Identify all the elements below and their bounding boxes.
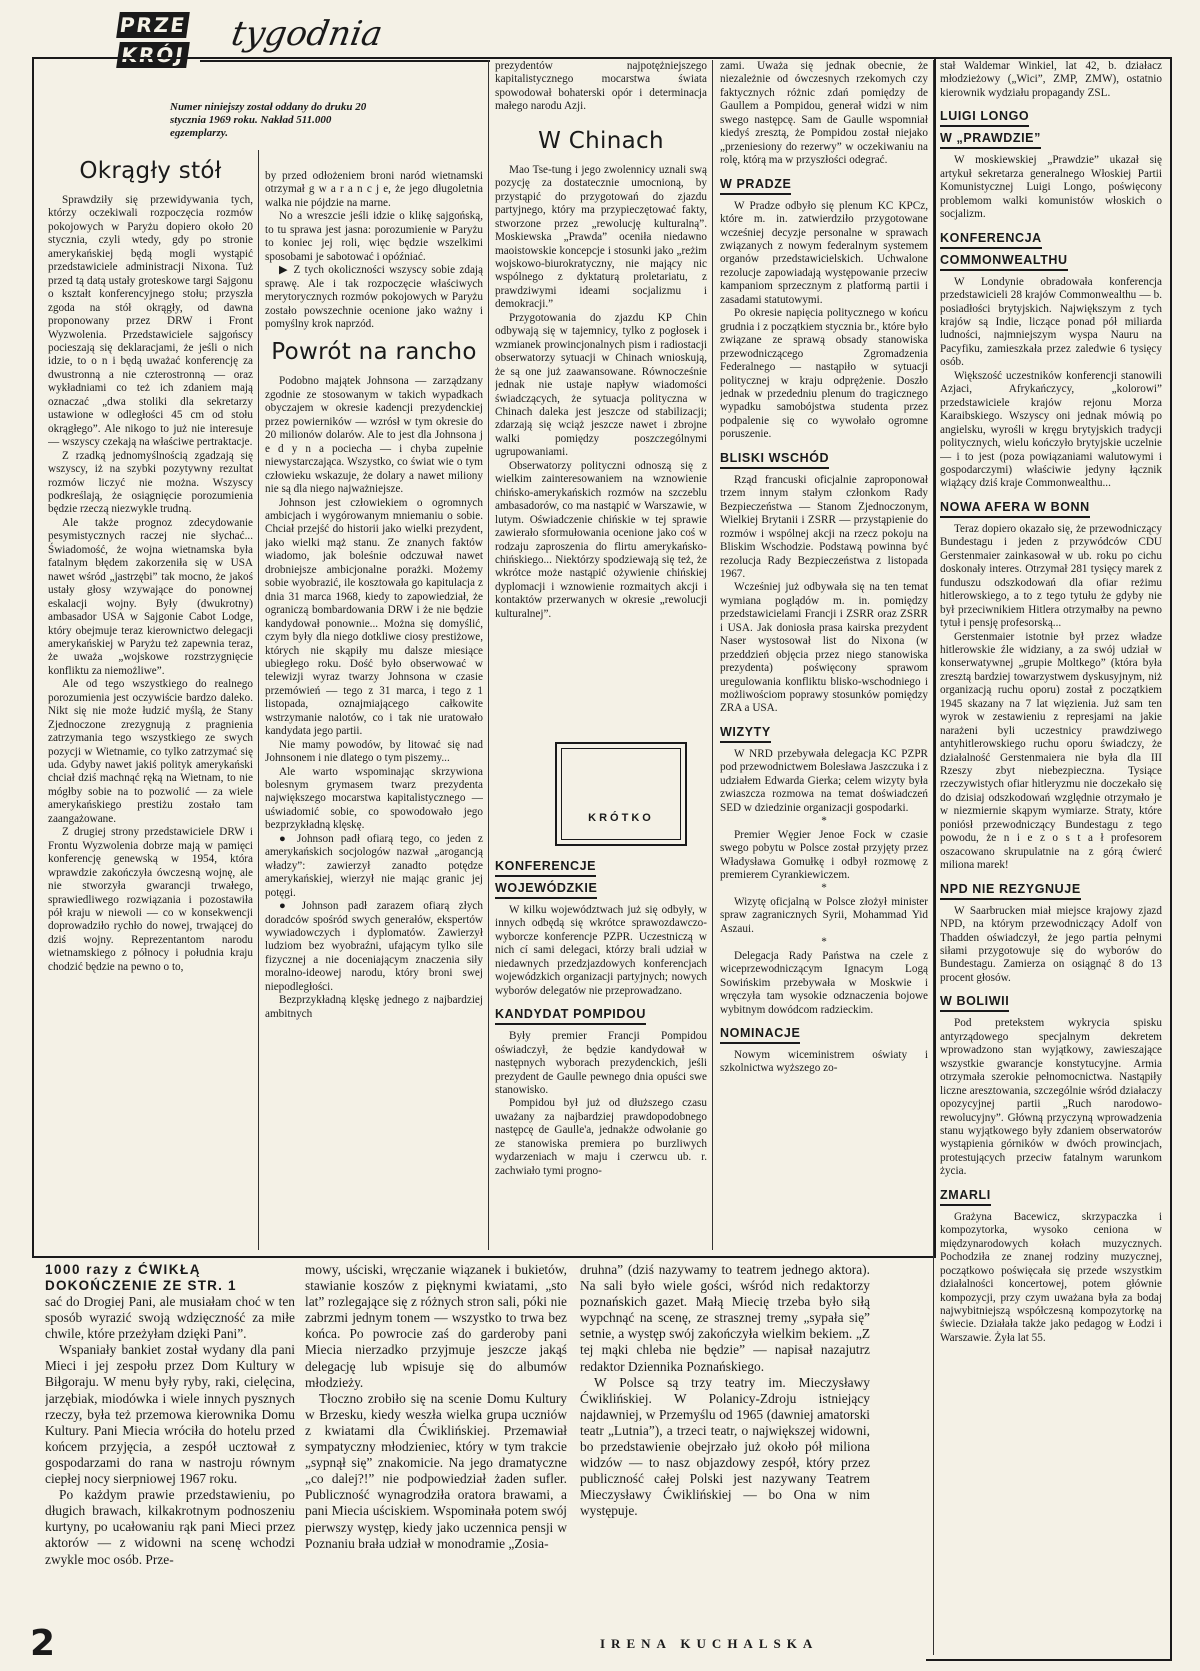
paragraph: Wcześniej już odbywała się na ten temat wymiana poglądów m. in. pomiędzy przedstawicielami Francji i ZSRR oraz ZSRR i USA. Jak doniosła prasa kairska prezydent Naser wystosował list do Nixona (w przeddzień objęcia przez niego stanowiska prezydenta) poświęcony sprawom uregulowania konfliktu blisko-wschodniego i możliwościom poprawy stosunków pomiędzy ZRA a USA. xyxy=(720,581,928,715)
paragraph: Sprawdziły się przewidywania tych, którzy oczekiwali rozpoczęcia rozmów pokojowych w Paryżu dopiero około 20 stycznia, czyli wtedy, gdy po stronie amerykańskiej będą mogli wystąpić przedstawiciele administracji Nixona. Tuż przed tą datą ustały groteskowe targi Sajgonu o kształt konferencyjnego stołu; przyszła zgoda na stół okrągły, od dawna proponowany przez DRW i Front Wyzwolenia. Przedstawiciele sajgońscy pocieszają się deklaracjami, że jeśli o nich idzie, to o n i będą uważać konferencję za dwustronną a nie czterostronną — oraz wykładniami co też ich zdaniem mają oznaczać „dwa stoliki dla sekretarzy ustawione w odległości 45 cm od stołu okrągłego”. Ale nikogo to już nie interesuje — wszyscy czekają na właściwe pertraktacje. xyxy=(48,194,253,449)
article-title-okragly-stol: Okrągły stół xyxy=(79,158,222,184)
section-heading-bliski-wschod: BLISKI WSCHÓD xyxy=(720,450,928,469)
section-heading-konferencja: KONFERENCJA xyxy=(940,230,1162,249)
paragraph: No a wreszcie jeśli idzie o klikę sajgońską, to tu sprawa jest jasna: porozumienie w Paryżu to koniec jej roli, więc będzie wszelkimi sposobami je sabotować i opóźniać. xyxy=(265,210,483,263)
paragraph: W NRD przebywała delegacja KC PZPR pod przewodnictwem Bolesława Jaszczuka i z udziałem Edwarda Gierka; celem wizyty była zwiaszcza rozmowa na temat doświadczeń SED w dziedzinie organizacji gospodarki. xyxy=(720,747,928,814)
section-heading-commonwealthu: COMMONWEALTHU xyxy=(940,252,1162,271)
paragraph: Pompidou był już od dłuższego czasu uważany za najbardziej prawdopodobnego następcę de Gaulle'a, jednakże odwołanie go ze stanowiska premiera po burzliwych wydarzeniach w maju i czerwcu ub. r. zachwiało tymi progno- xyxy=(495,1097,707,1177)
paragraph: Nie mamy powodów, by litować się nad Johnsonem i nie dlatego o tym piszemy... xyxy=(265,738,483,765)
column-2 xyxy=(265,170,483,1248)
paragraph: W moskiewskiej „Prawdzie” ukazał się artykuł sekretarza generalnego Włoskiej Partii Komunistycznej Luigi Longo, poświęcony problemom walki komunistów włoskich o socjalizm. xyxy=(940,154,1162,221)
section-heading-nominacje: NOMINACJE xyxy=(720,1025,928,1044)
author-signature: IRENA KUCHALSKA xyxy=(600,1636,819,1651)
paragraph: W kilku województwach już się odbyły, w innych odbędą się wkrótce sprawozdawczo-wyborcze konferencje PZPR. Uczestniczą w nich cí sami delegaci, którzy brali udział w niedawnych przedzjazdowych konferencjach wojewódzkich organizacji partyjnych; nowych wyborów delegatów nie przeprowadzano. xyxy=(495,904,707,997)
paragraph: Nowym wiceministrem oświaty i szkolnictwa wyższego zo- xyxy=(720,1049,928,1075)
paragraph: W Polsce są trzy teatry im. Mieczysławy Ćwiklińskiej. W Polanicy-Zdroju istniejący najdawniej, w Przemyślu od 1965 (dawniej amatorski teatr „Lutnia”), a trzeci teatr, o największej widowni, bo przedstawienie obejrzało już około pół miliona widzów — to nasz objazdowy zespół, który przez publiczność całej Polski jest nazywany Teatrem Mieczysławy Ćwiklińskiej — bo Ona w nim występuje. xyxy=(580,1374,870,1519)
paragraph: W Saarbrucken miał miejsce krajowy zjazd NPD, na którym przewodniczący Adolf von Thadden oświadczył, że jego partia pełnymi siłami przygotowuje się do wyborów do Bundestagu. Zamierza on osiągnąć 8 do 13 procent głosów. xyxy=(940,904,1162,984)
column-3-top xyxy=(495,60,707,702)
section-heading-kandydat-pompidou: KANDYDAT POMPIDOU xyxy=(495,1006,707,1025)
paragraph: Wspaniały bankiet został wydany dla pani Mieci i jej zespołu przez Dom Kultury w Biłgoraju. W menu były ryby, raki, cielęcina, jarzębiak, miodówka i wiele innych pysznych rzeczy, była też przemowa kierownika Domu Kultury. Pani Miecia wróciła do hotelu przed końcem przyjęcia, a zespół ucztował z gospodarzami do rana w nastroju równym ciepłej nocy sierpniowej 1967 roku. xyxy=(45,1342,295,1487)
paragraph: Johnson jest człowiekiem o ogromnych ambicjach i wygórowanym mniemaniu o sobie. Chciał przejść do historii jako wielki prezydent, jako wielki mąż stanu. Ze znanych faktów wiadomo, jak boleśnie odczuwał nawet drobniejsze ambicjonalne porażki. Możemy sobie wyobrazić, ile kosztowała go kapitulacja z dnia 31 marca 1968, kiedy to zapowiedział, że ograniczą bombardowania DRW i że nie będzie kandydował ponownie... Można się domyślić, czym były dla niego dotkliwe ciosy prestiżowe, których nie skąpiły mu dalsze miesiące ubiegłego roku. Dość było obserwować w telewizji wyraz twarzy Johnsona w czasie przemówień — tego z 31 marca, i tego z 1 listopada, oznajmiającego całkowite wstrzymanie nalotów, co i tak nie uratowało kandydata jego partii. xyxy=(265,496,483,738)
paragraph: Mao Tse-tung i jego zwolennicy uznali swą pozycję za dostatecznie umocnioną, by przystąpić do przygotowań do zjazdu partyjnego, który ma przypieczętować fakty, stworzone przez „rewolucję kulturalną”. Moskiewska „Prawda” oceniła niedawno maoistowskie koncepcje i stosunki jako „reżim wojskowo-biurokratyczny, nie mający nic wspólnego z dyktaturą proletariatu, z prawdziwymi ideami socjalizmu i demokracji.” xyxy=(495,163,707,311)
separator-star: * xyxy=(821,936,827,949)
section-heading-luigi-longo: LUIGI LONGO xyxy=(940,108,1162,127)
paragraph: Premier Węgier Jenoe Fock w czasie swego pobytu w Polsce został przyjęty przez Władysława Gomułkę i odbył rozmowę z premierem Cyrankiewiczem. xyxy=(720,828,928,882)
page-number: 2 xyxy=(30,1623,56,1664)
section-heading-wojewodzkie: WOJEWÓDZKIE xyxy=(495,880,707,899)
paragraph: Tłoczno zrobiło się na scenie Domu Kultury w Brzesku, kiedy weszła wielka grupa uczniów z kwiatami dla Ćwiklińskiej. Przemawiał sympatyczny młodzieniec, który w tym trakcie „sypnął się” znakomicie. Na jego dramatyczne „co dalej?!” nie podpowiedział żaden sufler. Publiczność wynagrodziła oratora brawami, a pani Miecia uściskiem. Wspominała potem swój pierwszy występ, kiedy jako uczennica pensji w Poznaniu brała udział w monodramie „Zosia- xyxy=(305,1390,567,1551)
paragraph: prezydentów najpotężniejszego kapitalistycznego mocarstwa świata spowodował bohaterski opór i determinacja małego narodu Azji. xyxy=(495,60,707,113)
paragraph: Były premier Francji Pompidou oświadczył, że będzie kandydował w następnych wyborach prezydenckich, jeśli prezydent de Gaulle pewnego dnia opuści swe stanowisko. xyxy=(495,1030,707,1096)
paragraph: Z drugiej strony przedstawiciele DRW i Frontu Wyzwolenia dobrze mają w pamięci konferencję genewską w 1954, która wprawdzie zakończyła ówczesną wojnę, ale nie stworzyła gwarancji trwałego, sprawiedliwego rozwiązania i pozostawiła pół kraju w niewoli — co w konsekwencji doprowadziło rychło do nowej, trwającej do dziś wojny. Reprezentantom narodu wietnamskiego z północy i południa kraju chodzić będzie na pewno o to, xyxy=(48,826,253,973)
section-heading-nowa-afera: NOWA AFERA W BONN xyxy=(940,499,1162,518)
paragraph: Przygotowania do zjazdu KP Chin odbywają się w tajemnicy, tylko z pogłosek i wzmianek prowincjonalnych pism i radiostacji obserwatorzy sytuacji w Chinach wnioskują, że są one już zaawansowane. Równocześnie jednak nie ustaje napływ wiadomości świadczących, że sytuacja polityczna w Chinach daleka jest jeszcze od stabilizacji; zdarzają się wciąż jeszcze nawet i zbrojne walki pomiędzy poszczególnymi ugrupowaniami. xyxy=(495,311,707,459)
krotko-inner xyxy=(561,748,681,840)
bottom-column-1 xyxy=(45,1262,295,1632)
paragraph: ● Johnson padł zarazem ofiarą złych doradców spośród swych generałów, ekspertów wywiadowczych i dyplomatów. Zawierzył ludziom bez wyobraźni, ufającym tylko sile fizycznej a nie doceniającym znaczenia siły moralno-ideowej narodu, który broni swej niepodległości. xyxy=(265,900,483,993)
paragraph: mowy, uściski, wręczanie wiązanek i bukietów, stawianie koszów z pięknymi kwiatami, „sto lat” rozlegające się z różnych stron sali, póki nie zabrzmi jednym tonem — wszystko to trwa bez końca. Po powrocie zaś do garderoby pani Miecia nierzadko przyjmuje jeszcze jakąś delegację lub wpisuje się do albumów młodzieży. xyxy=(305,1262,567,1390)
section-heading-w-pradze: W PRADZE xyxy=(720,176,928,195)
paragraph: Ale warto wspominając skrzywiona bolesnym grymasem twarz prezydenta największego mocarstwa kapitalistycznego — uświadomić sobie, co spowodowało jego bezprzykładną klęskę. xyxy=(265,765,483,832)
paragraph: Podobno majątek Johnsona — zarządzany zgodnie ze stosowanym w takich wypadkach obyczajem w okresie kadencji prezydenckiej przez powierników — wzrósł w tym okresie do 20 milionów dolarów. Ale to jest dla Johnsona j e d y n a pociecha — i chyba zupełnie niewystarczająca. Wszystko, co świat wie o tym człowieku wskazuje, że dolary a nawet miliony nie są dla niego najważniejsze. xyxy=(265,375,483,496)
paragraph: ▶ Z tych okoliczności wszyscy sobie zdają sprawę. Ale i tak rozpoczęcie właściwych merytorycznych rozmów pokojowych w Paryżu zostało powszechnie ocenione jako ważny i pomyślny krok naprzód. xyxy=(265,264,483,330)
logo-przekroj-bottom: KRÓJ xyxy=(116,42,190,68)
paragraph: Bezprzykładną klęskę jednego z najbardziej ambitnych xyxy=(265,994,483,1020)
paragraph: Po każdym prawie przedstawieniu, po długich brawach, kilkakrotnym podnoszeniu kurtyny, po ucałowaniu rąk pani Mieci przez aktorów — z widowni na scenę wchodzi zwykle moc osób. Prze- xyxy=(45,1487,295,1567)
paragraph: Teraz dopiero okazało się, że przewodniczący Bundestagu i jeden z przywódców CDU Gerstenmaier zainkasował w ub. roku po cichu doskonały interes. Otrzymał 281 tysięcy marek z funduszu odszkodowań dla ofiar reżimu hitlerowskiego, a to z tego tytułu że gdyby nie był przeciwnikiem Hitlera otrzymałby na pewno tytuł i pensję profesorską... xyxy=(940,522,1162,630)
paragraph: Delegacja Rady Państwa na czele z wiceprzewodniczącym Ignacym Logą Sowińskim przebywała w Moskwie i wręczyła tam wysokie odznaczenia bojowe wybitnym dowódcom radzieckim. xyxy=(720,949,928,1016)
logo-przekroj-top: PRZE xyxy=(116,12,190,38)
paragraph: W Londynie obradowała konferencja przedstawicieli 28 krajów Commonwealthu — b. posiadłości brytyjskich. Największym z tych krajów są Indie, liczące ponad pół miliarda ludności, najmniejszym wyspa Nauru na Pacyfiku, zamieszkała przez zaledwie 6 tysięcy osób. xyxy=(940,275,1162,369)
section-heading-wizyty: WIZYTY xyxy=(720,724,928,743)
paragraph: Po okresie napięcia politycznego w końcu grudnia i z początkiem stycznia br., które było związane ze sprawą obsady stanowiska przewodniczącego Zgromadzenia Federalnego — nastąpiło w sytuacji politycznej w kraju odprężenie. Doszło jednak w przededniu plenum do tragicznego wypadku samobójstwa studenta przez podpalenie się co wywołało ogromne poruszenie. xyxy=(720,307,928,441)
section-heading-zmarli: ZMARLI xyxy=(940,1187,1162,1206)
section-heading-w-boliwii: W BOLIWII xyxy=(940,993,1162,1012)
paragraph: ● Johnson padł ofiarą tego, co jeden z amerykańskich socjologów nazwał „arogancją władzy”: zawierzył zanadto potędze amerykańskiej, wierzył nie mając granic jej potęgi. xyxy=(265,832,483,899)
paragraph: Z rzadką jednomyślnością zgadzają się wszyscy, iż na szybki pozytywny rezultat rozmów liczyć nie można. Wszyscy podkreślają, że osiągnięcie porozumienia będzie rzeczą niezwykle trudną. xyxy=(48,449,253,516)
bottom-lead-title: 1000 razy z ĆWIKŁĄ xyxy=(45,1262,202,1277)
paragraph: Obserwatorzy polityczni odnoszą się z wielkim zainteresowaniem na wznowienie chińsko-amerykańskich rozmów na szczeblu ambasadorów, co ma nastąpić w Warszawie, w lutym. Oświadczenie chińskie w tej sprawie zawierało sformułowania ocenione jako coś w rodzaju zaproszenia do flirtu amerykańsko-chińskiego... Niektórzy spodziewają się też, że wkrótce może nastąpić ożywienie chińskiej dyplomacji i wznowienie rozmaitych akcji i kontaktów przerwanych w okresie „rewolucji kulturalnej”. xyxy=(495,459,707,620)
paragraph: zami. Uważa się jednak obecnie, że niezależnie od ówczesnych rzekomych czy faktycznych różnic zdań pomiędzy de Gaullem a Pompidou, generał widzi w nim swego następcę. Sam de Gaulle wspomniał kiedyś zresztą, że Pompidou został niejako „przeniesiony do rezerwy” w oczekiwaniu na rolę, którą ma w przyszłości odegrać. xyxy=(720,60,928,167)
krotko-box xyxy=(555,742,687,846)
col-rule-3 xyxy=(712,60,713,1250)
paragraph: Gerstenmaier istotnie był przez władze hitlerowskie źle widziany, a za swój udział w konserwatywnej „grupie Moltkego” (która była zresztą bardziej towarzystwem dyskusyjnym, niż organizacją ruchu oporu) został z początkiem 1945 skazany na 7 lat więzienia. Już sam ten wyrok w zestawieniu z represjami na jakie narażeni byli uczestnicy prawdziwego antyhitlerowskiego ruchu oporu świadczy, że działalność Gerstenmaiera nie była dla III Rzeszy zbyt niebezpieczna. Tysiące rzeczywistych ofiar hitleryzmu nie doczekało się do dzisiaj odszkodowań względnie otrzymało je w niezmiernie skąpym wymiarze. Straty, które poniósł przewodniczący Bundestagu z tego powodu, że n i e z o s t a ł profesorem oszacowano skrupulatnie na z górą ćwierć miliona marek! xyxy=(940,630,1162,872)
bottom-column-2 xyxy=(305,1262,567,1632)
separator-star: * xyxy=(821,882,827,895)
column-4 xyxy=(720,60,928,1250)
column-3-bottom xyxy=(495,850,707,1248)
paragraph: druhna” (dziś nazywamy to teatrem jednego aktora). Na sali było wiele gości, wśród nich redaktorzy poznańskich gazet. Małą Miecię trzeba było siłą wypchnąć na scenę, ze strasznej tremy „sypała się” setnie, a występ swój zakończyła wielkim bekiem. „Z tej mąki chleba nie będzie” — napisał nazajutrz redaktor Dziennika Poznańskiego. xyxy=(580,1262,870,1374)
paragraph: Większość uczestników konferencji stanowili Azjaci, Afrykańczycy, „kolorowi” przedstawiciele krajów rejonu Morza Karaibskiego. Wszyscy oni jednak mówią po angielsku, wyrośli w kręgu brytyjskich tradycji politycznych, wielu kończyło brytyjskie uczelnie — i to jest (poza powiązaniami walutowymi i gospodarczymi) właściwie jedyny łącznik wiążący dziś kraje Commonwealthu... xyxy=(940,369,1162,490)
section-heading-w-prawdzie: W „PRAWDZIE” xyxy=(940,130,1162,149)
separator-star: * xyxy=(821,815,827,828)
col-rule-4 xyxy=(933,60,934,1655)
paragraph: Pod pretekstem wykrycia spisku antyrządowego specjalnym dekretem wprowadzono stan wyjątkowy, zawieszające wszystkie gwarancje konstytucyjne. Armia otrzymała szerokie pełnomocnictwa. Nastąpiły liczne aresztowania, szczególnie wśród działaczy opozycyjnej partii „Ruch narodowo-rewolucyjny”. Główną przyczyną wprowadzenia stanu wyjątkowego były zdaniem obserwatorów wystąpienia górników w dwóch prowincjach, protestujących przeciw fatalnym warunkom życia. xyxy=(940,1017,1162,1178)
col-rule-2 xyxy=(488,60,489,1250)
column-5 xyxy=(940,60,1162,1652)
paragraph: Wizytę oficjalną w Polsce złożył minister spraw zagranicznych Syrii, Mohammad Yid Aszaui. xyxy=(720,895,928,935)
bottom-lead-continuation: DOKOŃCZENIE ZE STR. 1 xyxy=(45,1278,237,1293)
paragraph: Ale od tego wszystkiego do realnego porozumienia jest oczywiście bardzo daleko. Nikt się nie może łudzić myślą, że Stany Zjednoczone zrezygnują z pragnienia zatrzymania tego wszystkiego ze swych pozycji w Wietnamie, co tylko zatrzymać się uda. Gdyby nawet jakiś polityk amerykański chciał dziś machnąć ręką na Wietnam, to nie mógłby sobie na to pozwolić — za wiele amerykańskiego prestiżu zostało tam zaangażowane. xyxy=(48,678,253,825)
paragraph: W Pradze odbyło się plenum KC KPCz, które m. in. zatwierdziło przygotowane wcześniej decyzje personalne w sprawach związanych z nowym federalnym systemem organów przedstawicielskich. Uchwalone rezolucje zapowiadają występowanie przeciw kampaniom sprzecznym z platformą partii i zasadami statutowymi. xyxy=(720,199,928,306)
column-1 xyxy=(48,150,253,1245)
krotko-label: KRÓTKO xyxy=(588,812,654,824)
bottom-column-3 xyxy=(580,1262,870,1632)
paragraph: by przed odłożeniem broni naród wietnamski otrzymał g w a r a n c j e, że jego długoletnia walka nie pójdzie na marne. xyxy=(265,170,483,209)
paragraph: stał Waldemar Winkiel, lat 42, b. działacz młodzieżowy („Wici”, ZMP, ZMW), ostatnio kierownik wydziału propagandy ZSL. xyxy=(940,60,1162,99)
section-heading-npd: NPD NIE REZYGNUJE xyxy=(940,881,1162,900)
print-note: Numer niniejszy został oddany do druku 20 stycznia 1969 roku. Nakład 511.000 egzemplarzy. xyxy=(170,101,367,139)
article-title-w-chinach: W Chinach xyxy=(538,127,664,154)
logo-script: tygodnia xyxy=(228,14,386,54)
paragraph: Ale także prognoz zdecydowanie pesymistycznych raczej nie słychać... Świadomość, że wojna wietnamska była fatalnym błędem zakorzeniła się w USA nawet wśród „jastrzębi” tak mocno, że jakoś ustały głosy wzywające do ponownej eskalacji wojny. Były (dwukrotny) ambasador USA w Sajgonie Cabot Lodge, który obejmuje teraz kierownictwo delegacji amerykańskiej w Paryżu też zapewnia teraz, że uważa „wojskowe rozstrzygnięcie konfliktu za niemożliwe”. xyxy=(48,516,253,677)
col-rule-1 xyxy=(258,150,259,1250)
section-heading-konferencje: KONFERENCJE xyxy=(495,858,707,877)
paragraph: sać do Drogiej Pani, ale musiałam choć w ten sposób wyrazić swoją wdzięczność za miłe chwile, które przeżyłam dzięki Pani”. xyxy=(45,1294,295,1342)
paragraph: Rząd francuski oficjalnie zaproponował trzem innym stałym członkom Rady Bezpieczeństwa — Stanom Zjednoczonym, Wielkiej Brytanii i ZSRR — przystąpienie do rozmów i wspólnej akcji na rzecz pokoju na Bliskim Wschodzie. Podstawą powinna być rezolucja Rady Bezpieczeństwa z listopada 1967. xyxy=(720,473,928,580)
paragraph: Grażyna Bacewicz, skrzypaczka i kompozytorka, wysoko ceniona w międzynarodowych kołach muzycznych. Pochodziła ze znanej rodziny muzycznej, początkowo poświęcała się przede wszystkim działalności koncertowej, potem głównie kompozycji, przy czym uważana była za bodaj najwybitniejszą współczesną kompozytorkę na świecie. Działała także jako pedagog w Łodzi i Warszawie. Żyła lat 55. xyxy=(940,1210,1162,1344)
article-title-powrot-na-rancho: Powrót na rancho xyxy=(271,339,477,366)
